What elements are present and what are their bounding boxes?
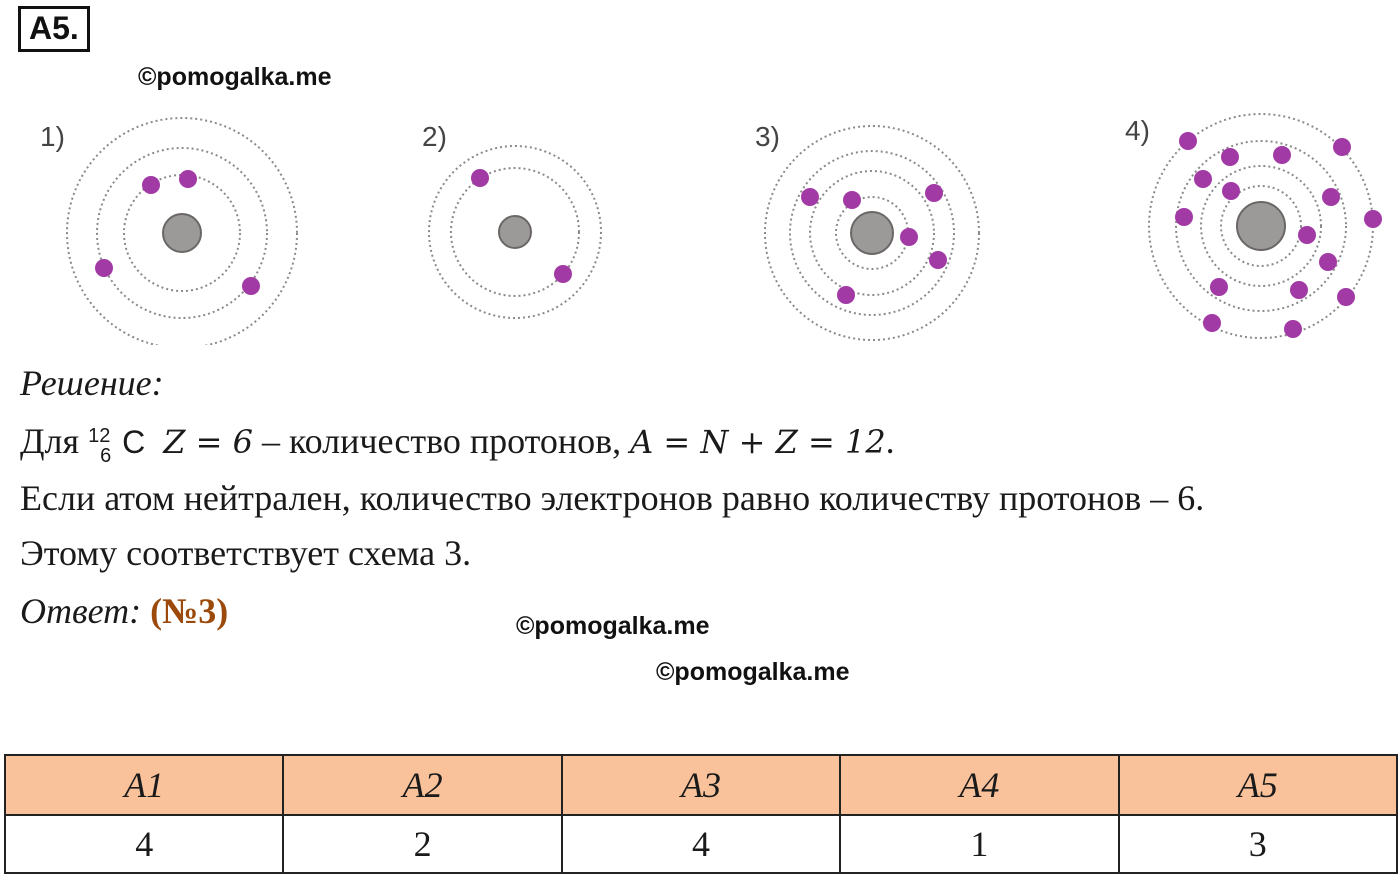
scheme-number: 3)	[755, 121, 780, 152]
electron	[179, 170, 197, 188]
table-cell: 1	[840, 815, 1118, 873]
electron	[1284, 320, 1302, 338]
line1-end: .	[885, 421, 895, 461]
line1-formula: A = N + Z = 12	[630, 423, 886, 461]
answer-line	[20, 590, 228, 632]
electron	[801, 188, 819, 206]
table-header-cell: A3	[562, 755, 840, 815]
table-row	[5, 815, 1397, 873]
line1-z: Z = 6	[163, 423, 253, 461]
electron	[554, 265, 572, 283]
electron	[1322, 188, 1340, 206]
solution-heading	[20, 362, 164, 404]
watermark: ©pomogalka.me	[516, 612, 710, 640]
electron	[471, 169, 489, 187]
isotope-notation	[88, 424, 122, 467]
isotope-mass: 12	[88, 424, 111, 447]
table-cell: 4	[5, 815, 283, 873]
electron	[1273, 146, 1291, 164]
electron	[1364, 210, 1382, 228]
atom-diagram-3	[755, 105, 985, 345]
line1-prefix: Для	[20, 421, 80, 461]
isotope-symbol: C	[122, 424, 146, 460]
electron	[242, 277, 260, 295]
electron	[95, 259, 113, 277]
solution-line-1	[20, 420, 895, 467]
answer-table	[4, 754, 1398, 874]
electron	[843, 191, 861, 209]
electron	[1337, 288, 1355, 306]
electron	[925, 184, 943, 202]
table-cell: 4	[562, 815, 840, 873]
atom-diagram-4	[1125, 105, 1395, 350]
electron	[1210, 278, 1228, 296]
answer-value: (№3)	[150, 591, 229, 631]
electron	[1203, 314, 1221, 332]
electron	[142, 176, 160, 194]
electron	[1333, 138, 1351, 156]
electron	[900, 228, 918, 246]
scheme-number: 4)	[1125, 115, 1150, 146]
atom-diagram-2	[422, 105, 622, 345]
atom-scheme-2	[422, 105, 622, 350]
table-header-cell: A4	[840, 755, 1118, 815]
table-cell: 3	[1119, 815, 1397, 873]
electron	[1298, 226, 1316, 244]
electron	[1319, 253, 1337, 271]
task-label: A5.	[18, 6, 90, 52]
atom-diagram-1	[40, 105, 310, 345]
atom-scheme-3	[755, 105, 985, 350]
nucleus	[851, 212, 893, 254]
electron	[1290, 281, 1308, 299]
electron	[1222, 182, 1240, 200]
electron	[1179, 132, 1197, 150]
table-header-cell: A2	[283, 755, 561, 815]
line1-mid: – количество протонов,	[252, 421, 631, 461]
electron	[1221, 148, 1239, 166]
scheme-number: 1)	[40, 121, 65, 152]
table-cell: 2	[283, 815, 561, 873]
scheme-number: 2)	[422, 121, 447, 152]
atom-scheme-1	[40, 105, 310, 350]
electron	[929, 251, 947, 269]
electron	[837, 286, 855, 304]
table-header-cell: A5	[1119, 755, 1397, 815]
answer-table-header	[5, 755, 1397, 815]
solution-heading-colon: :	[151, 363, 164, 403]
solution-heading-text: Решение	[20, 363, 152, 403]
solution-line-3: Этому соответствует схема 3.	[20, 533, 472, 573]
nucleus	[1237, 202, 1285, 250]
table-header-cell: A1	[5, 755, 283, 815]
electron	[1175, 208, 1193, 226]
answer-label: Ответ:	[20, 591, 142, 631]
watermark: ©pomogalka.me	[138, 63, 332, 91]
atom-scheme-4	[1125, 105, 1395, 355]
nucleus	[499, 216, 531, 248]
nucleus	[163, 214, 201, 252]
isotope-atomic: 6	[100, 444, 112, 467]
watermark: ©pomogalka.me	[656, 658, 850, 686]
electron	[1194, 170, 1212, 188]
solution-line-2: Если атом нейтрален, количество электронов равно количеству протонов – 6.	[20, 478, 1205, 518]
